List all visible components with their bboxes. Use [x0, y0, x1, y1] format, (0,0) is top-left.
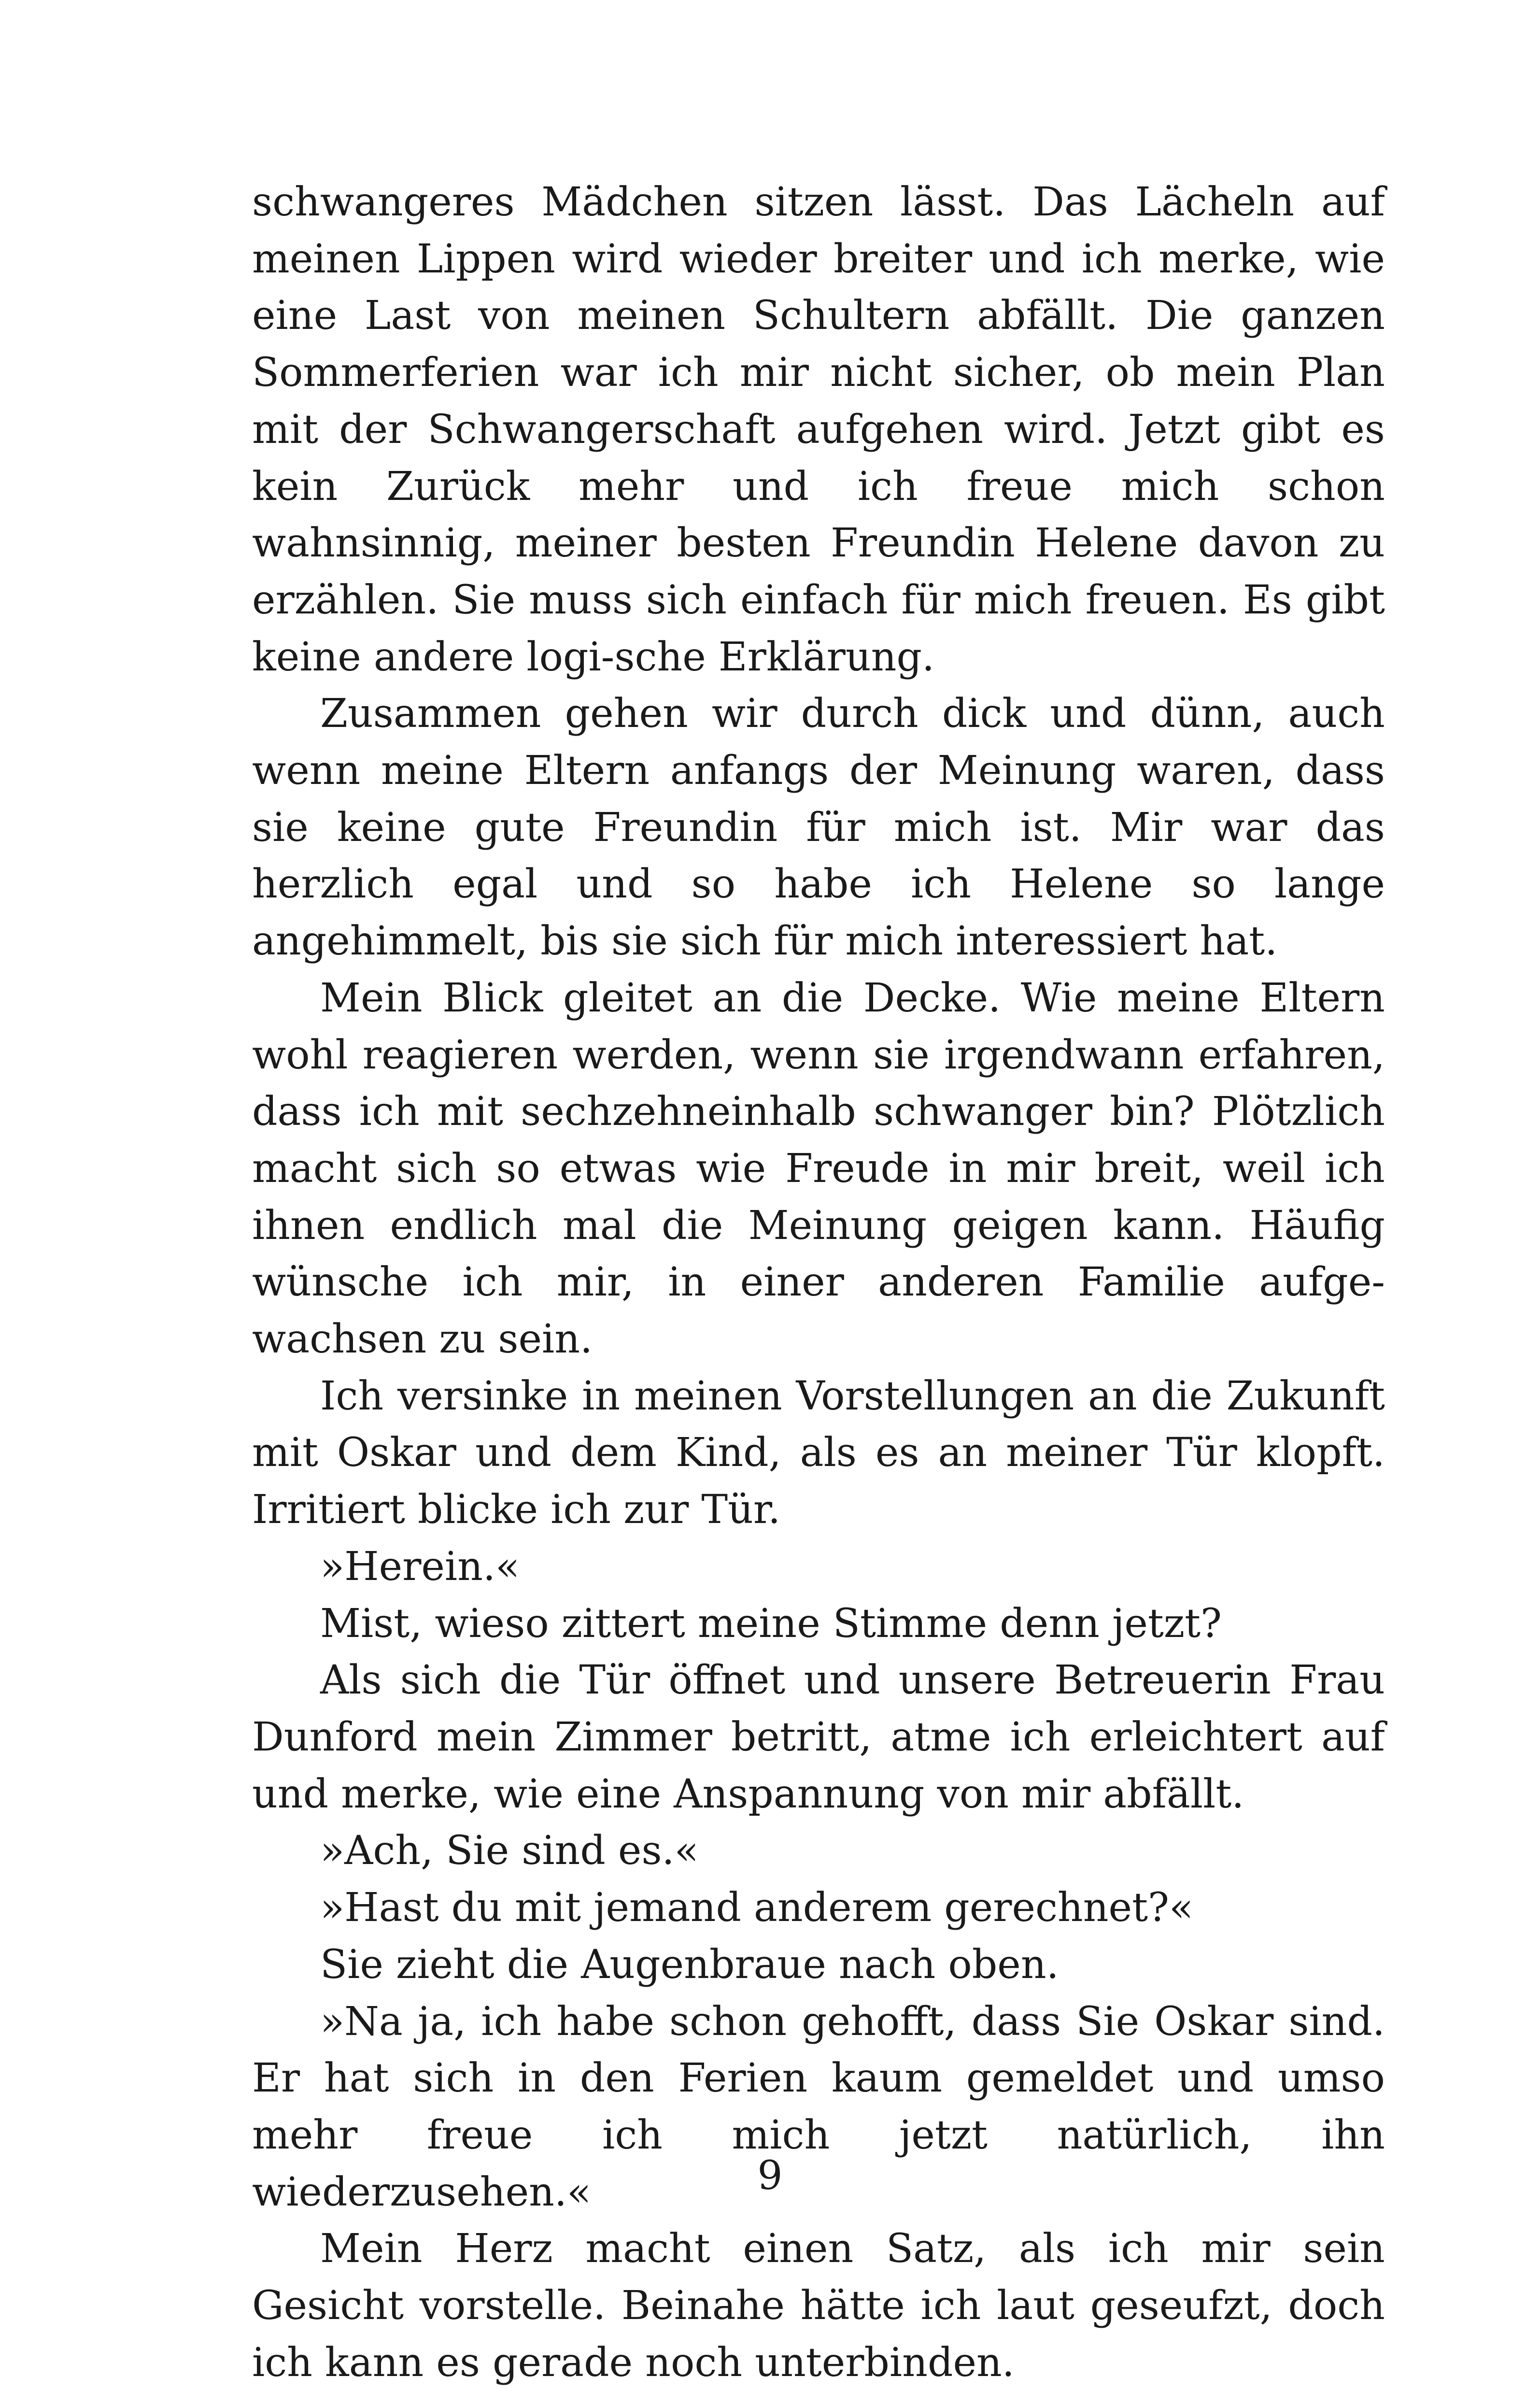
paragraph: Mist, wieso zittert meine Stimme denn jetzt? [320, 1600, 1222, 1647]
paragraph: Zusammen gehen wir durch dick und dünn, auch wenn meine Eltern anfangs der Meinung waren, dass sie keine gute Freundin für mich ist. Mir war das herzlich egal und so habe ich Helene so lange angehimmelt, bis sie sich für mich interessiert hat. [252, 691, 1385, 965]
paragraph: Mein Blick gleitet an die Decke. Wie meine Eltern wohl reagieren werden, wenn sie irgendwann erfahren, dass ich mit sechzehneinhalb schwanger bin? Plötzlich macht sich so etwas wie Freude in mir breit, weil ich ihnen endlich mal die Meinung geigen kann. Häufig wünsche ich mir, in einer anderen Familie aufge-wachsen zu sein. [252, 975, 1385, 1363]
paragraph: Ich versinke in meinen Vorstellungen an die Zukunft mit Oskar und dem Kind, als es an meiner Tür klopft. Irritiert blicke ich zur Tür. [252, 1373, 1385, 1533]
page-number: 9 [757, 2153, 783, 2199]
paragraph: »Herein.« [320, 1543, 520, 1590]
paragraph: schwangeres Mädchen sitzen lässt. Das Lächeln auf meinen Lippen wird wieder breiter und ich merke, wie eine Last von meinen Schultern abfällt. Die ganzen Sommerferien war ich mir nicht sicher, ob mein Plan mit der Schwangerschaft aufgehen wird. Jetzt gibt es kein Zurück mehr und ich freue mich schon wahnsinnig, meiner besten Freundin Helene davon zu erzählen. Sie muss sich einfach für mich freuen. Es gibt keine andere logi-sche Erklärung. [252, 179, 1385, 680]
paragraph: »Hast du mit jemand anderem gerechnet?« [320, 1885, 1194, 1931]
paragraph: Sie zieht die Augenbraue nach oben. [320, 1941, 1059, 1988]
paragraph: Als sich die Tür öffnet und unsere Betreuerin Frau Dunford mein Zimmer betritt, atme ich erleichtert auf und merke, wie eine Anspannung von mir abfällt. [252, 1657, 1385, 1817]
body-text [252, 174, 1385, 2391]
paragraph: Mein Herz macht einen Satz, als ich mir sein Gesicht vorstelle. Beinahe hätte ich laut geseufzt, doch ich kann es gerade noch unterbinden. [252, 2226, 1385, 2386]
paragraph: »Ach, Sie sind es.« [320, 1828, 699, 1874]
paragraph: »Na ja, ich habe schon gehofft, dass Sie Oskar sind. Er hat sich in den Ferien kaum gemeldet und umso mehr freue ich mich jetzt natürlich, ihn wiederzusehen.« [252, 1998, 1385, 2215]
